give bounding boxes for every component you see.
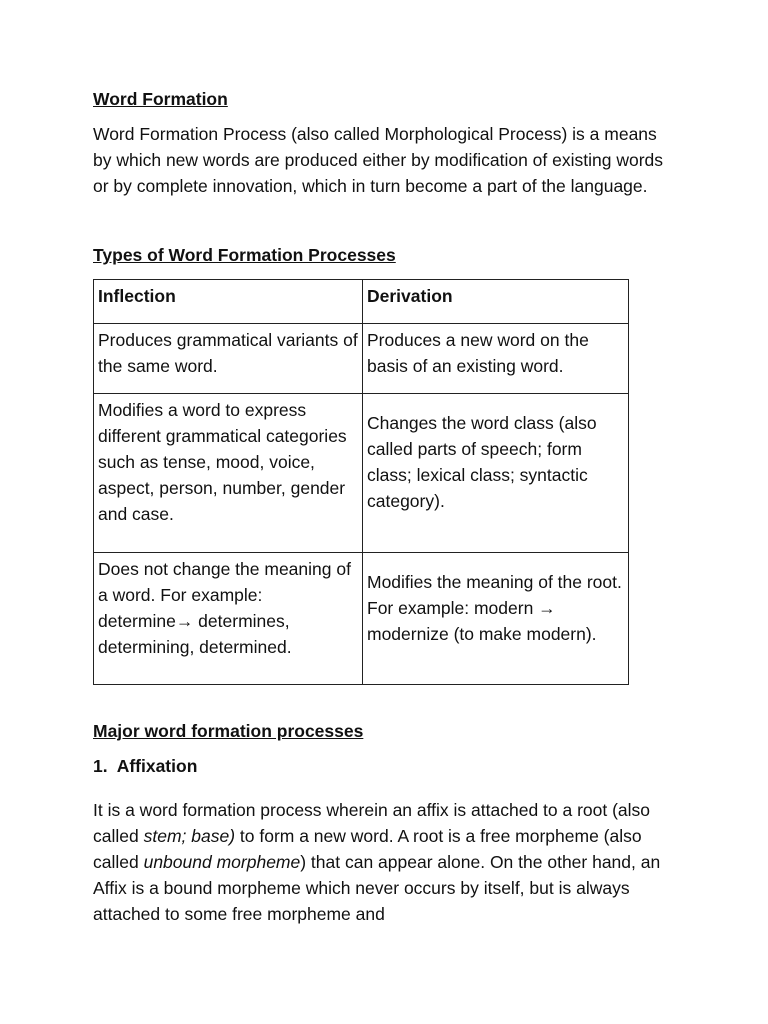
table-row (94, 553, 629, 685)
table-header-row (94, 280, 629, 324)
types-table (93, 279, 629, 685)
affixation-text-part: ) that can appear alone. On the other hand, an Affix is a bound morpheme which never occurs by itself, but is always attached to some free morpheme and (93, 851, 661, 924)
affixation-title: Affixation (116, 756, 198, 776)
table-row (94, 324, 629, 394)
page-title: Word Formation (93, 89, 228, 109)
table-row (94, 394, 629, 553)
table-cell-derivation: Produces a new word on the basis of an existing word. (363, 324, 629, 394)
affixation-text-part: to form a new word. A root is a free morpheme (also called (93, 825, 642, 872)
intro-paragraph: Word Formation Process (also called Morphological Process) is a means by which new words are produced either by modification of existing words or by complete innovation, which in turn become a part of the language. (93, 124, 664, 196)
types-heading: Types of Word Formation Processes (93, 245, 396, 265)
table-cell-derivation: Changes the word class (also called parts of speech; form class; lexical class; syntactic category). (363, 394, 629, 553)
affixation-paragraph (93, 797, 673, 927)
table-header-derivation: Derivation (363, 280, 629, 324)
affixation-number: 1. (93, 756, 108, 776)
table-cell-inflection: Produces grammatical variants of the same word. (94, 324, 363, 394)
table-cell-derivation: Modifies the meaning of the root. For example: modern → modernize (to make modern). (363, 553, 629, 685)
table-header-inflection: Inflection (94, 280, 363, 324)
table-cell-inflection: Modifies a word to express different grammatical categories such as tense, mood, voice, aspect, person, number, gender and case. (94, 394, 363, 553)
major-processes-heading: Major word formation processes (93, 721, 364, 741)
table-cell-inflection: Does not change the meaning of a word. For example: determine→ determines, determining, determined. (94, 553, 363, 685)
affixation-heading (93, 753, 673, 779)
affixation-italic-term: stem; base) (143, 825, 236, 846)
document-page (93, 86, 673, 927)
affixation-text-part: It is a word formation process wherein an affix is attached to a root (also called (93, 799, 651, 846)
affixation-italic-term: unbound morpheme (143, 851, 301, 872)
